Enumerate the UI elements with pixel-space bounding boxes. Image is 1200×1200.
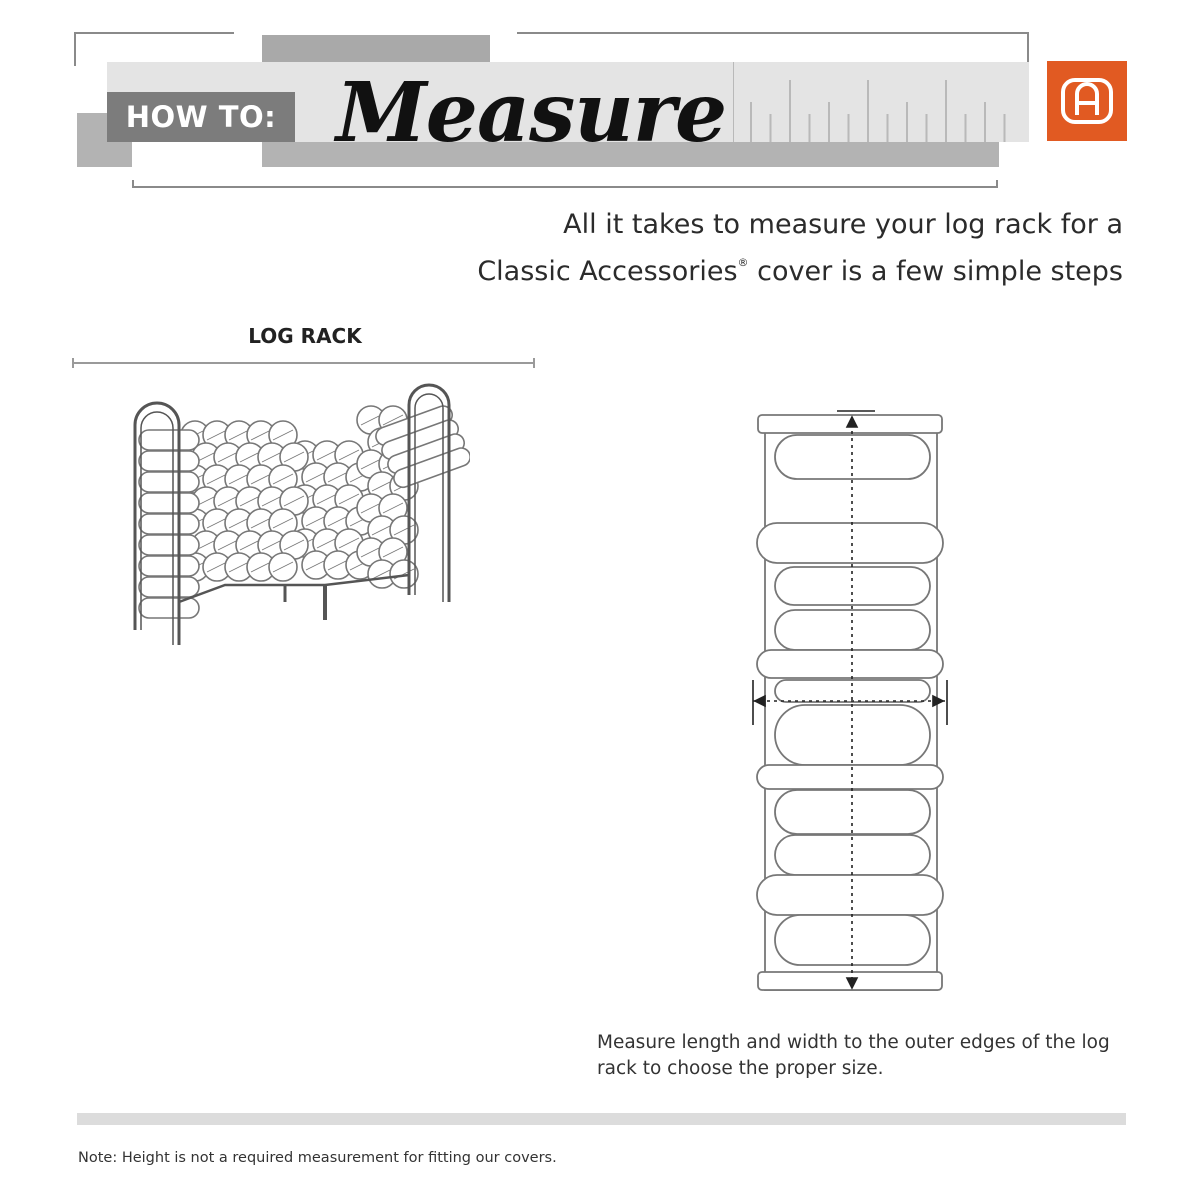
log-rack-top-view-icon [745,405,955,1000]
header-line-bottom-left-tick [132,180,134,188]
registered-mark: ® [737,256,749,269]
log-rack-label-underline [72,356,536,368]
brand-name: Classic Accessories [477,256,738,287]
header-line-left-vertical [74,32,76,66]
footer-divider [77,1113,1126,1125]
log-rack-illustration-icon [125,380,470,655]
header-line-top-right [517,32,1029,34]
measure-instruction: Measure length and width to the outer edges of the log rack to choose the proper size. [597,1032,1110,1079]
header-line-top-left [74,32,234,34]
intro-text [403,206,1123,291]
classic-accessories-logo-icon [1047,61,1127,141]
intro-line-2 [403,244,1123,291]
intro-line-2-rest: cover is a few simple steps [748,256,1123,287]
log-rack-label: LOG RACK [248,324,362,348]
page-title: Measure [336,65,727,161]
footer-note: Note: Height is not a required measurement for fitting our covers. [78,1150,557,1166]
intro-line-1: All it takes to measure your log rack for a [563,209,1123,240]
ruler-icon [733,62,1029,142]
header-line-bottom-right-tick [996,180,998,188]
header-line-right-vertical [1027,32,1029,62]
howto-label: HOW TO: [107,92,295,142]
header-line-bottom [132,186,998,188]
